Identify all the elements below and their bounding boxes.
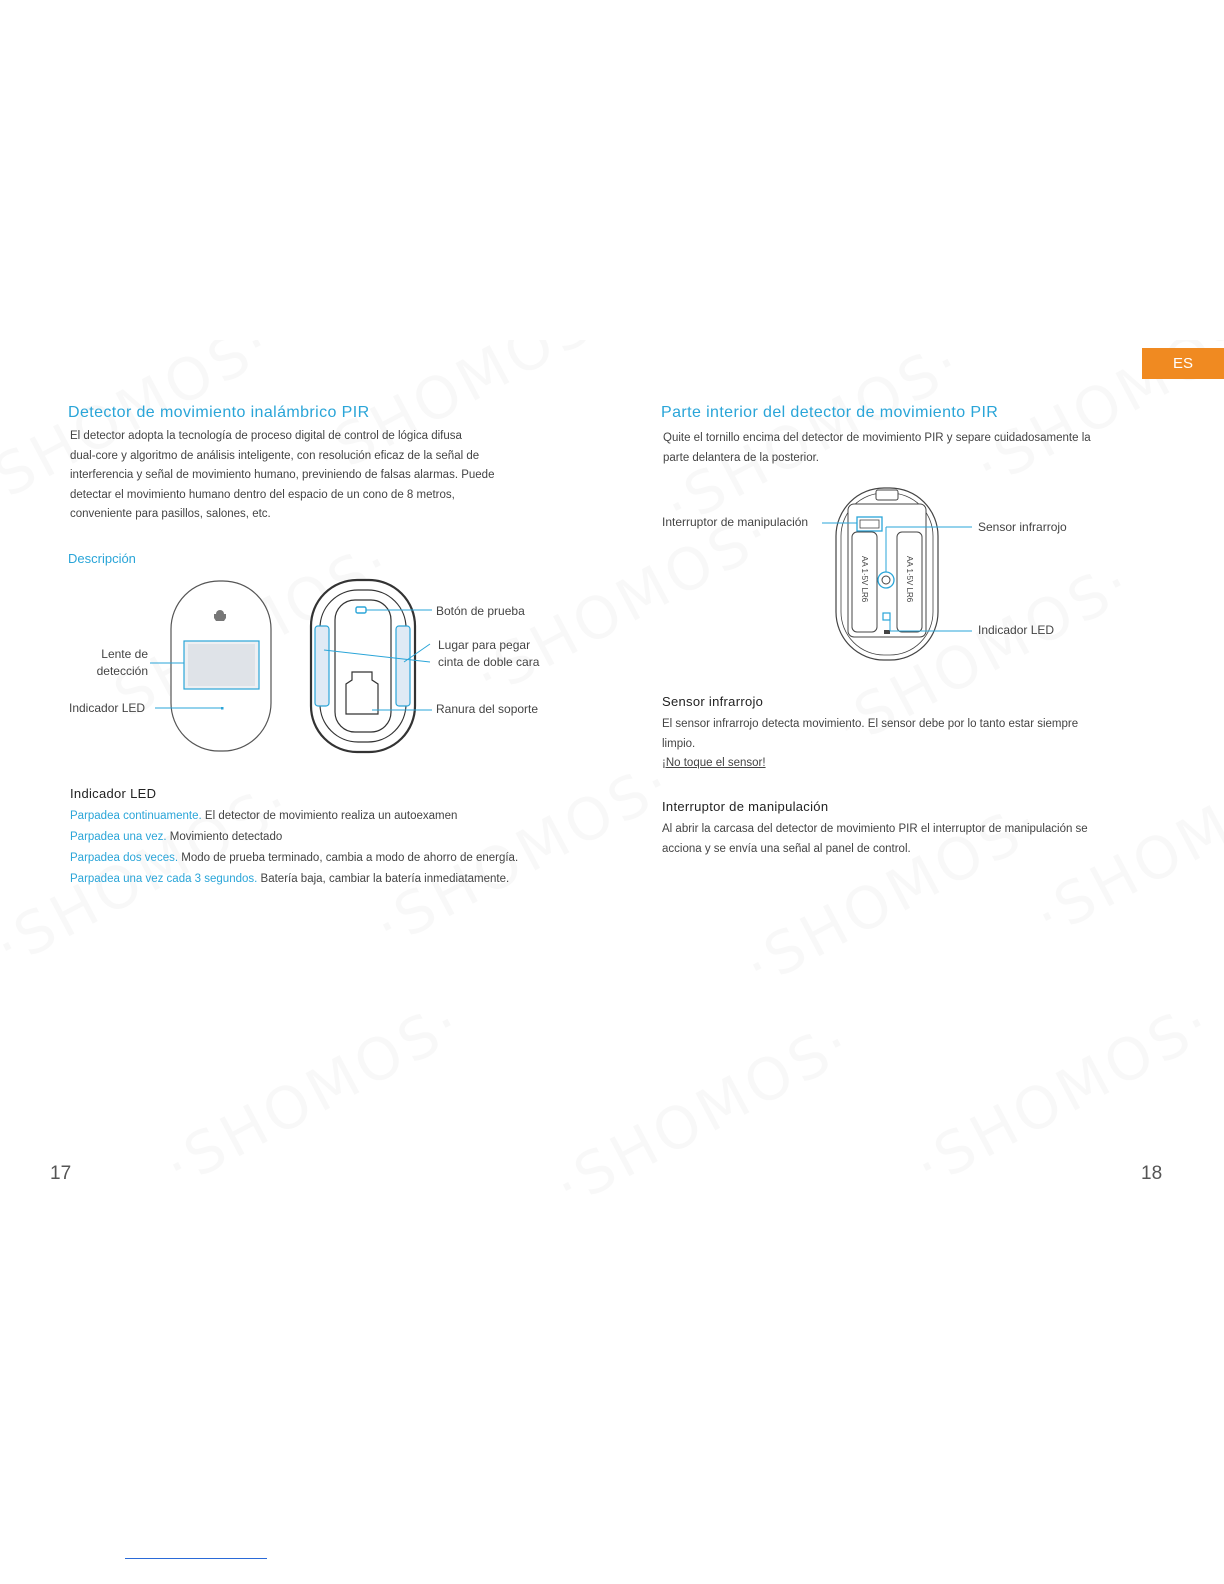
tape-label-line: Lugar para pegar	[438, 638, 531, 652]
description-heading: Descripción	[68, 551, 136, 566]
body-line: acciona y se envía una señal al panel de control.	[662, 842, 911, 855]
intro-line: conveniente para pasillos, salones, etc.	[70, 508, 271, 520]
tape-area-right	[396, 626, 410, 706]
intro-line: dual-core y algoritmo de análisis inteligente, con resolución eficaz de la señal de	[70, 449, 480, 462]
led-label-right: Indicador LED	[978, 623, 1055, 637]
left-page-title: Detector de movimiento inalámbrico PIR	[68, 404, 370, 421]
bracket-slot-label: Ranura del soporte	[436, 702, 539, 716]
led-meaning: Movimiento detectado	[166, 831, 283, 843]
intro-line: Quite el tornillo encima del detector de movimiento PIR y separe cuidadosamente la	[663, 432, 1091, 444]
led-heading: Indicador LED	[70, 786, 157, 801]
led-dot	[221, 707, 224, 710]
tape-label	[438, 637, 539, 671]
body-line: El sensor infrarrojo detecta movimiento. El sensor debe por lo tanto estar siempre	[662, 718, 1079, 730]
test-button-label: Botón de prueba	[436, 604, 525, 618]
ir-sensor-label: Sensor infrarrojo	[978, 520, 1067, 534]
tape-area-left	[315, 626, 329, 706]
right-page-title: Parte interior del detector de movimiento PIR	[661, 404, 999, 421]
ir-sensor-heading: Sensor infrarrojo	[662, 694, 764, 709]
led-meaning: Batería baja, cambiar la batería inmediatamente.	[257, 873, 510, 885]
led-state: Parpadea una vez.	[70, 831, 167, 843]
led-state: Parpadea dos veces.	[70, 852, 179, 864]
battery-label-left: AA 1·5V LR6	[860, 556, 869, 603]
led-label-left: Indicador LED	[69, 701, 146, 715]
body-line: Al abrir la carcasa del detector de movimiento PIR el interruptor de manipulación se	[662, 823, 1088, 835]
left-intro	[70, 427, 590, 525]
led-state: Parpadea continuamente.	[70, 810, 202, 822]
test-button	[356, 607, 366, 613]
right-intro	[663, 429, 1183, 468]
led-states-list	[70, 806, 610, 890]
led-meaning: El detector de movimiento realiza un autoexamen	[201, 810, 458, 822]
page-number-left: 17	[50, 1163, 72, 1184]
led-state-row	[70, 827, 610, 848]
led-meaning: Modo de prueba terminado, cambia a modo de ahorro de energía.	[178, 852, 519, 864]
led-state-row	[70, 869, 610, 890]
intro-line: parte delantera de la posterior.	[663, 451, 819, 464]
led-state-row	[70, 848, 610, 869]
page-number-right: 18	[1141, 1163, 1163, 1184]
body-line: limpio.	[662, 737, 696, 750]
ir-sensor-text	[662, 715, 1182, 774]
tamper-text	[662, 820, 1182, 859]
lens-label-line: Lente de	[101, 647, 148, 661]
intro-line: detectar el movimiento humano dentro del espacio de un cono de 8 metros,	[70, 488, 455, 501]
led-state-row	[70, 806, 610, 827]
intro-line: El detector adopta la tecnología de proceso digital de control de lógica difusa	[70, 430, 462, 442]
tape-label-line: cinta de doble cara	[438, 655, 540, 669]
intro-line: interferencia y señal de movimiento humano, previniendo de falsas alarmas. Puede	[70, 469, 495, 481]
lens-label-line: detección	[96, 664, 148, 678]
interior-leaders	[820, 515, 980, 640]
language-tab: ES	[1142, 348, 1224, 379]
lens-label	[90, 646, 148, 680]
led-state: Parpadea una vez cada 3 segundos.	[70, 873, 258, 885]
warning-note: ¡No toque el sensor!	[662, 757, 766, 769]
tamper-label: Interruptor de manipulación	[662, 515, 809, 529]
footnote-rule	[125, 1558, 267, 1559]
battery-label-right: AA 1·5V LR6	[905, 556, 914, 603]
tamper-heading: Interruptor de manipulación	[662, 799, 829, 814]
